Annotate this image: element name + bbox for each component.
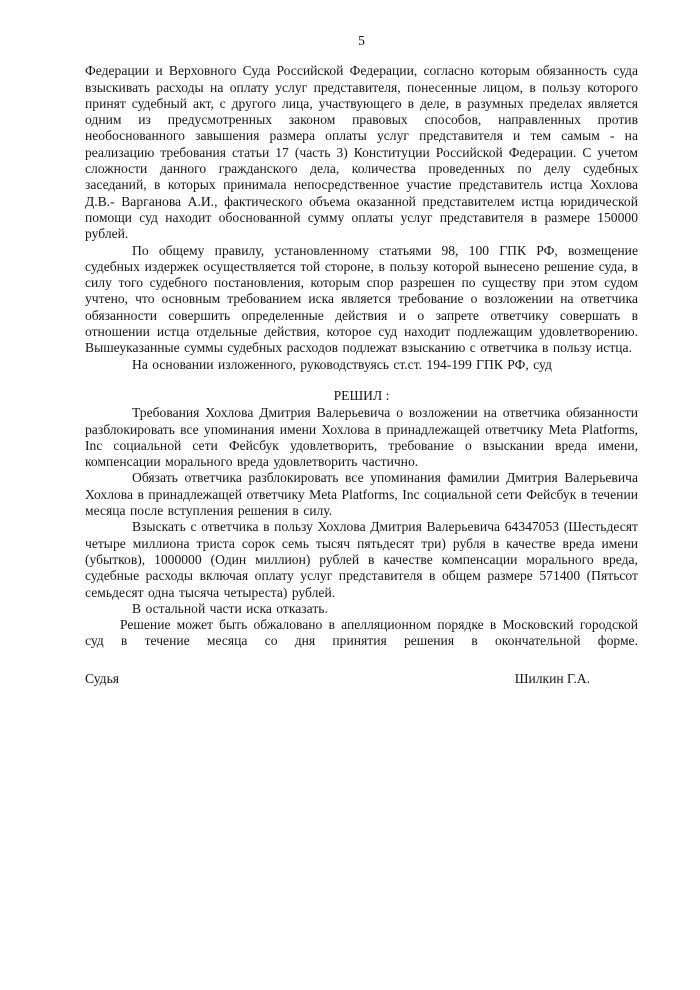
- resolution-heading: РЕШИЛ :: [333, 387, 390, 403]
- paragraph-cost-allocation-rule: По общему правилу, установленному статьями 98, 100 ГПК РФ, возмещение судебных издержек осуществляется той стороне, в пользу которой вынесено решение суда, в силу того судебного постановления, которым спор разрешен по существу при этом судом учтено, что основным требованием иска является требование о возложении на ответчика обязанности совершить определенные действия и о запрете ответчику совершать в отношении истца отдельные действия, которое суд находит подлежащим удовлетворению. Вышеуказанные суммы судебных расходов подлежат взысканию с ответчика в пользу истца.: [85, 242, 638, 356]
- page-number: 5: [358, 33, 365, 48]
- decision-body: [85, 63, 638, 687]
- paragraph-unblock-order: Обязать ответчика разблокировать все упоминания фамилии Дмитрия Валерьевича Хохлова в принадлежащей ответчику Meta Platforms, Inc социальной сети Фейсбук в течении месяца после вступления решения в силу.: [85, 470, 638, 519]
- judge-name: Шилкин Г.А.: [514, 670, 590, 686]
- paragraph-legal-basis: На основании изложенного, руководствуясь ст.ст. 194-199 ГПК РФ, суд: [132, 356, 552, 372]
- paragraph-monetary-award: Взыскать с ответчика в пользу Хохлова Дмитрия Валерьевича 64347053 (Шестьдесят четыре миллиона триста сорок семь тысяч пятьдесят три) рубля в качестве вреда имени (убытков), 1000000 (Один миллион) рублей в качестве компенсации морального вреда, судебные расходы включая оплату услуг представителя в общем размере 571400 (Пятьсот семьдесят одна тысяча четыреста) рублей.: [85, 519, 638, 600]
- judge-role-label: Судья: [85, 670, 120, 686]
- paragraph-claims-granted: Требования Хохлова Дмитрия Валерьевича о возложении на ответчика обязанности разблокировать все упоминания имени Хохлова в принадлежащей ответчику Meta Platforms, Inc социальной сети Фейсбук удовлетворить, требование о взыскании вреда имени, компенсации морального вреда удовлетворить частично.: [85, 405, 638, 470]
- paragraph-representative-costs: Федерации и Верховного Суда Российской Федерации, согласно которым обязанность суда взыскивать расходы на оплату услуг представителя, понесенные лицом, в пользу которого принят судебный акт, с другого лица, участвующего в деле, в разумных пределах является одним из предусмотренных законом правовых способов, направленных против необоснованного завышения размера оплаты услуг представителя и тем самым - на реализацию требования статьи 17 (часть 3) Конституции Российской Федерации. С учетом сложности данного гражданского дела, количества проведенных по делу судебных заседаний, в которых принимала непосредственное участие представитель истца Хохлова Д.В.- Варганова А.И., фактического объема оказанной представителем истца юридической помощи суд находит обоснованной сумму оплаты услуг представителя в размере 150000 рублей.: [85, 63, 638, 242]
- paragraph-appeal-notice: Решение может быть обжаловано в апелляционном порядке в Московский городской суд в течение месяца со дня принятия решения в окончательной форме.: [85, 617, 638, 649]
- signature-block: [85, 671, 638, 687]
- paragraph-remainder-denied: В остальной части иска отказать.: [132, 600, 328, 616]
